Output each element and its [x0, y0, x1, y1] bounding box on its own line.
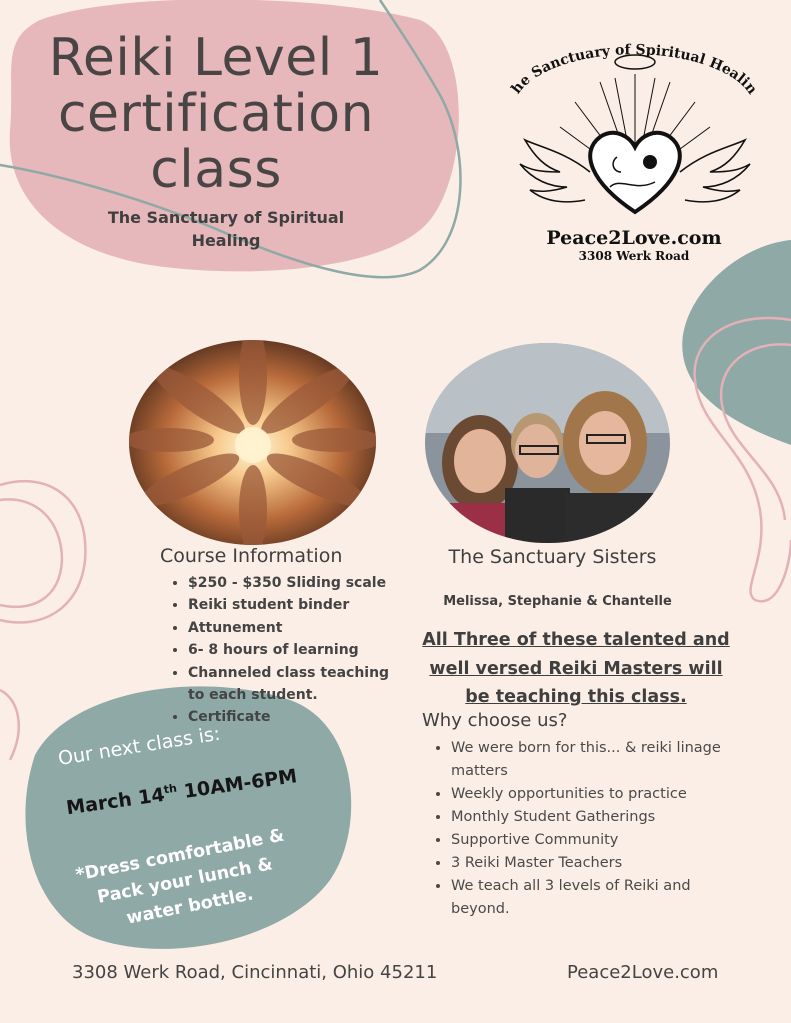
list-item: • Attunement	[188, 617, 393, 639]
sisters-photo	[425, 343, 670, 543]
footer-website: Peace2Love.com	[567, 962, 719, 983]
course-heading: Course Information	[160, 545, 343, 567]
list-item: • Certificate	[188, 706, 393, 728]
title-line-1: Reiki Level 1	[48, 28, 384, 88]
hands-photo	[129, 340, 376, 545]
masters-note: All Three of these talented and well versed Reiki Masters will be teaching this class.	[422, 630, 730, 707]
list-item: • Monthly Student Gatherings	[451, 806, 751, 829]
next-class-label: Our next class is:	[56, 722, 222, 770]
title-line-3: class	[150, 140, 282, 200]
date-suffix: th	[162, 781, 178, 797]
course-list	[168, 572, 393, 729]
date-main: March 14	[64, 783, 166, 820]
why-list	[431, 737, 751, 921]
list-item: • $250 - $350 Sliding scale	[188, 572, 393, 594]
title-line-2: certification	[57, 84, 375, 144]
list-item: • We were born for this... & reiki linage matters	[451, 737, 751, 783]
class-time: 10AM-6PM	[182, 765, 299, 803]
dress-note: *Dress comfortable & Pack your lunch & water bottle.	[74, 825, 286, 929]
footer-address: 3308 Werk Road, Cincinnati, Ohio 45211	[72, 962, 438, 983]
sanctuary-logo	[505, 22, 763, 272]
why-heading: Why choose us?	[422, 710, 568, 731]
list-item: • Supportive Community	[451, 829, 751, 852]
sisters-heading: The Sanctuary Sisters	[448, 546, 657, 568]
list-item: • Weekly opportunities to practice	[451, 783, 751, 806]
list-item: • We teach all 3 levels of Reiki and beyond.	[451, 875, 751, 921]
sisters-names: Melissa, Stephanie & Chantelle	[443, 594, 672, 609]
page-title	[30, 30, 402, 198]
list-item: • Channeled class teaching to each student.	[188, 662, 393, 707]
list-item: • Reiki student binder	[188, 594, 393, 616]
svg-text:The Sanctuary of Spiritual Hea	[505, 22, 760, 98]
logo-site: Peace2Love.com	[546, 227, 722, 249]
logo-address: 3308 Werk Road	[578, 249, 690, 263]
logo-arc-text: he Sanctuary of Spiritual Healin	[508, 42, 760, 98]
list-item: • 6- 8 hours of learning	[188, 639, 393, 661]
list-item: • 3 Reiki Master Teachers	[451, 852, 751, 875]
page-subtitle: The Sanctuary of Spiritual Healing	[107, 208, 345, 250]
